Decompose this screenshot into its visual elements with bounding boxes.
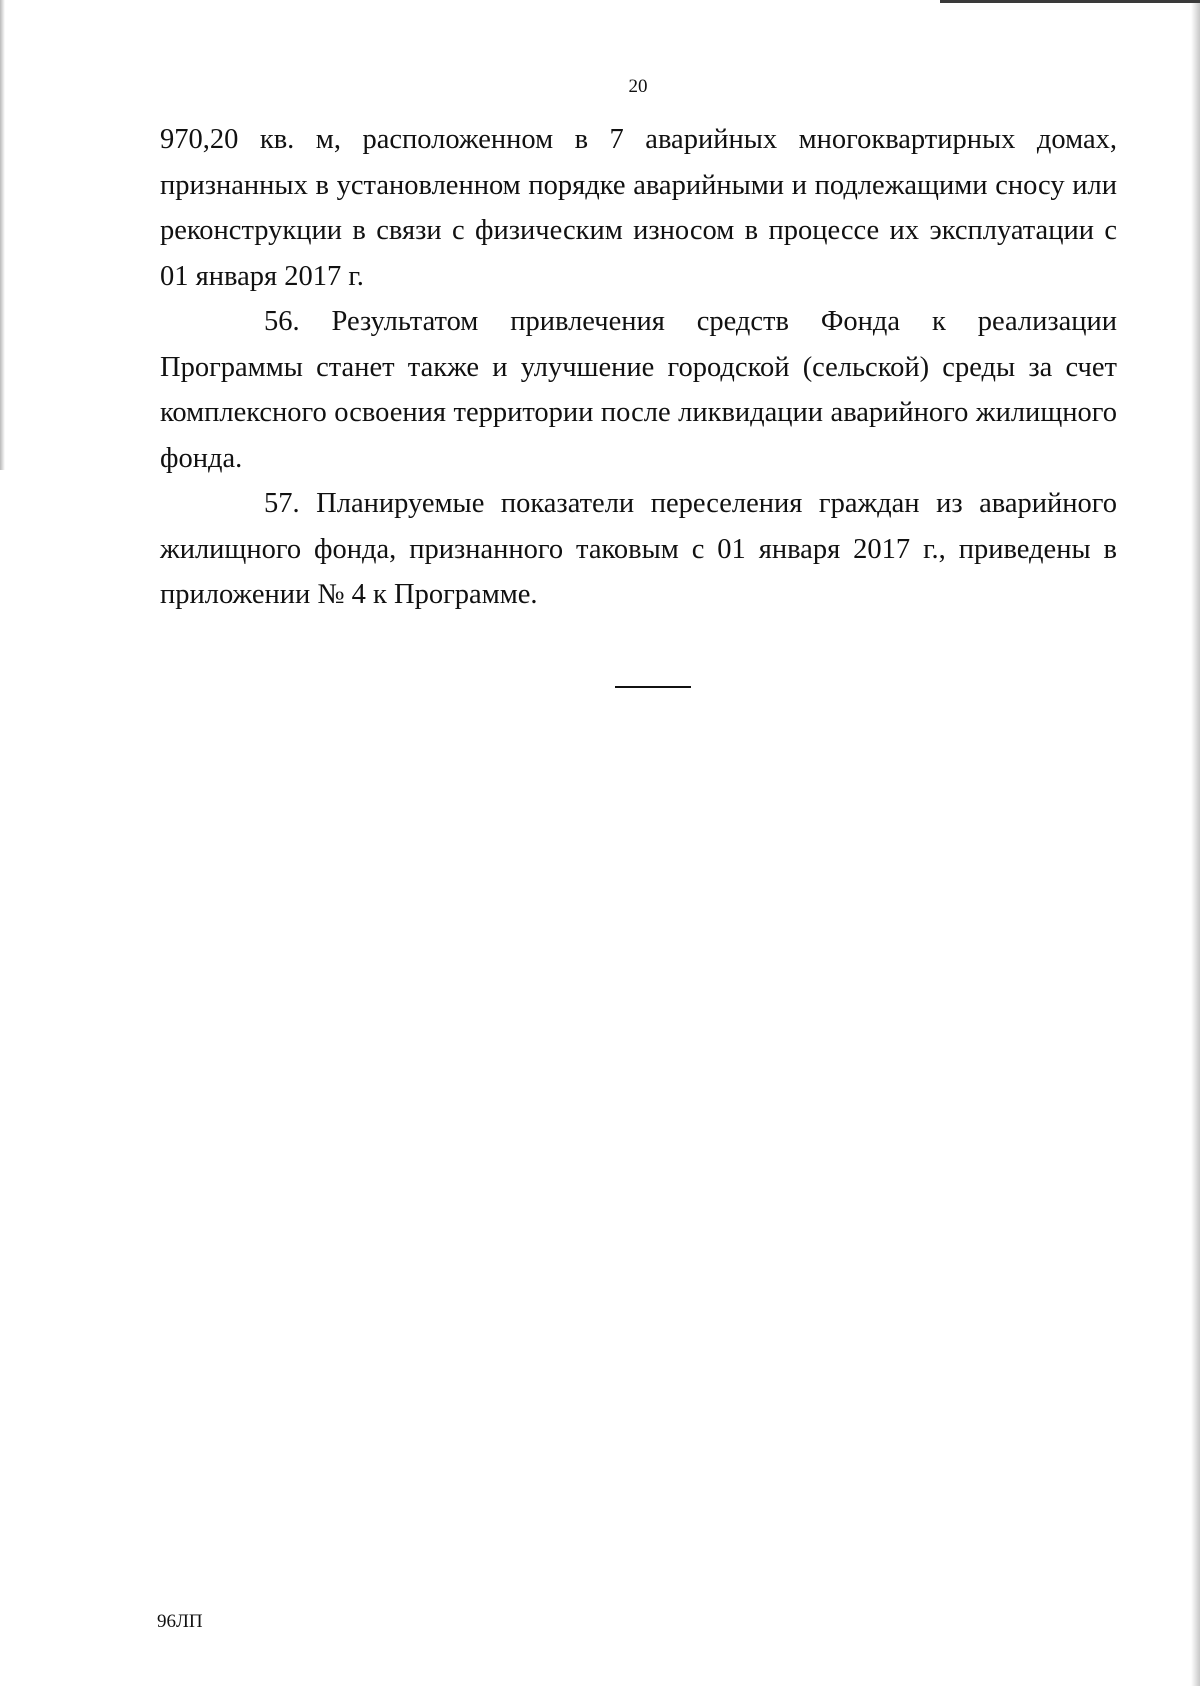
end-of-text-rule: [615, 686, 691, 688]
paragraph-56: 56. Результатом привлечения средств Фонда к реализации Программы станет также и улучшение городской (сельской) среды за счет комплексного освоения территории после ликвидации аварийного жилищного фонда.: [160, 306, 1117, 474]
scan-artifact-line: [940, 0, 1200, 3]
paragraph-57: 57. Планируемые показатели переселения граждан из аварийного жилищного фонда, признанного таковым с 01 января 2017 г., приведены в приложении № 4 к Программе.: [160, 488, 1117, 610]
paragraph-continuation: 970,20 кв. м, расположенном в 7 аварийных многоквартирных домах, признанных в установленном порядке аварийными и подлежащими сносу или реконструкции в связи с физическим износом в процессе их эксплуатации с 01 января 2017 г.: [160, 124, 1117, 292]
scan-edge-right: [1191, 0, 1200, 1686]
page-number: 20: [628, 76, 648, 97]
document-code: 96ЛП: [157, 1611, 203, 1632]
scan-edge-left: [0, 0, 5, 470]
document-body: [160, 117, 1117, 618]
